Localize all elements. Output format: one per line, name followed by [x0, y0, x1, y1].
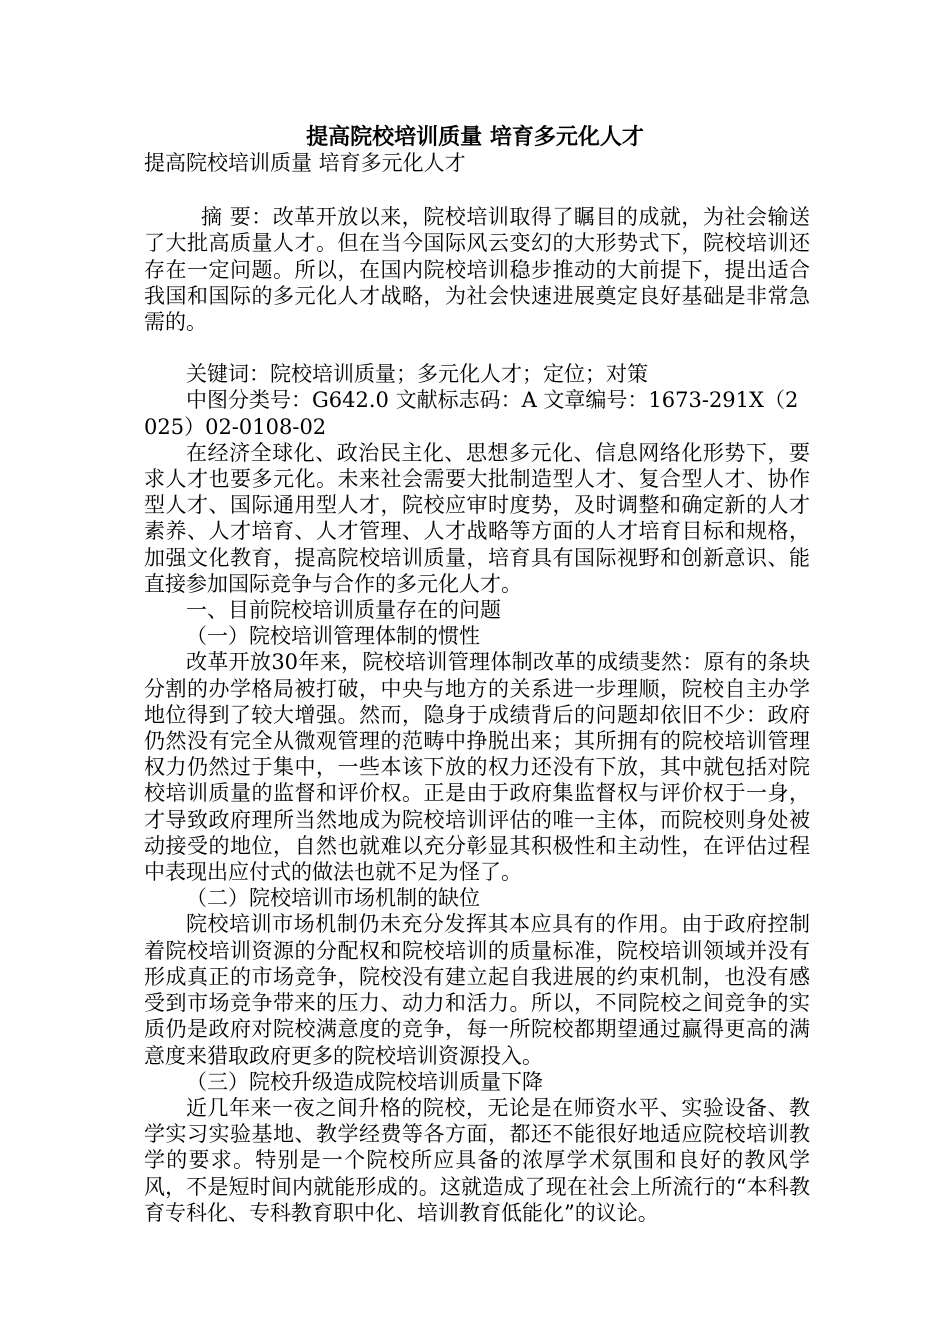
abstract-paragraph: 摘 要：改革开放以来，院校培训取得了瞩目的成就，为社会输送了大批高质量人才。但在当今国际风云变幻的大形势式下，院校培训还存在一定问题。所以，在国内院校培训稳步推动的大前提下，提出适合我国和国际的多元化人才战略，为社会快速进展奠定良好基础是非常急需的。	[144, 205, 810, 335]
subsection-heading: （三）院校升级造成院校培训质量下降	[186, 1069, 543, 1094]
spacer	[144, 176, 810, 204]
spacer	[144, 335, 810, 361]
document-body	[144, 150, 810, 1226]
keywords-line: 关键词：院校培训质量；多元化人才；定位；对策	[186, 362, 648, 387]
subsection-heading: （一）院校培训管理体制的惯性	[186, 624, 480, 649]
document-subtitle: 提高院校培训质量 培育多元化人才	[144, 151, 466, 175]
section-heading: 一、目前院校培训质量存在的问题	[186, 598, 501, 623]
intro-paragraph: 在经济全球化、政治民主化、思想多元化、信息网络化形势下，要求人才也要多元化。未来社会需要大批制造型人才、复合型人才、协作型人才、国际通用型人才，院校应审时度势，及时调整和确定新的人才素养、人才培育、人才管理、人才战略等方面的人才培育目标和规格，加强文化教育，提高院校培训质量，培育具有国际视野和创新意识、能直接参加国际竞争与合作的多元化人才。	[144, 440, 810, 596]
body-paragraph: 改革开放30年来，院校培训管理体制改革的成绩斐然：原有的条块分割的办学格局被打破，中央与地方的关系进一步理顺，院校自主办学地位得到了较大增强。然而，隐身于成绩背后的问题却依旧不少：政府仍然没有完全从微观管理的范畴中挣脱出来；其所拥有的院校培训管理权力仍然过于集中，一些本该下放的权力还没有下放，其中就包括对院校培训质量的监督和评价权。正是由于政府集监督权与评价权于一身，才导致政府理所当然地成为院校培训评估的唯一主体，而院校则身处被动接受的地位，自然也就难以充分彰显其积极性和主动性，在评估过程中表现出应付式的做法也就不足为怪了。	[144, 650, 810, 885]
classification-line: 中图分类号：G642.0 文献标志码：A 文章编号：1673-291X（2025）02-0108-02	[144, 388, 799, 439]
body-paragraph: 近几年来一夜之间升格的院校，无论是在师资水平、实验设备、教学实习实验基地、教学经费等各方面，都还不能很好地适应院校培训教学的要求。特别是一个院校所应具备的浓厚学术氛围和良好的教风学风，不是短时间内就能形成的。这就造成了现在社会上所流行的“本科教育专科化、专科教育职中化、培训教育低能化”的议论。	[144, 1095, 810, 1225]
subsection-heading: （二）院校培训市场机制的缺位	[186, 886, 480, 911]
document-title: 提高院校培训质量 培育多元化人才	[306, 125, 644, 150]
body-paragraph: 院校培训市场机制仍未充分发挥其本应具有的作用。由于政府控制着院校培训资源的分配权和院校培训的质量标准，院校培训领域并没有形成真正的市场竞争，院校没有建立起自我进展的约束机制，也没有感受到市场竞争带来的压力、动力和活力。所以，不同院校之间竞争的实质仍是政府对院校满意度的竞争，每一所院校都期望通过赢得更高的满意度来猎取政府更多的院校培训资源投入。	[144, 912, 810, 1068]
